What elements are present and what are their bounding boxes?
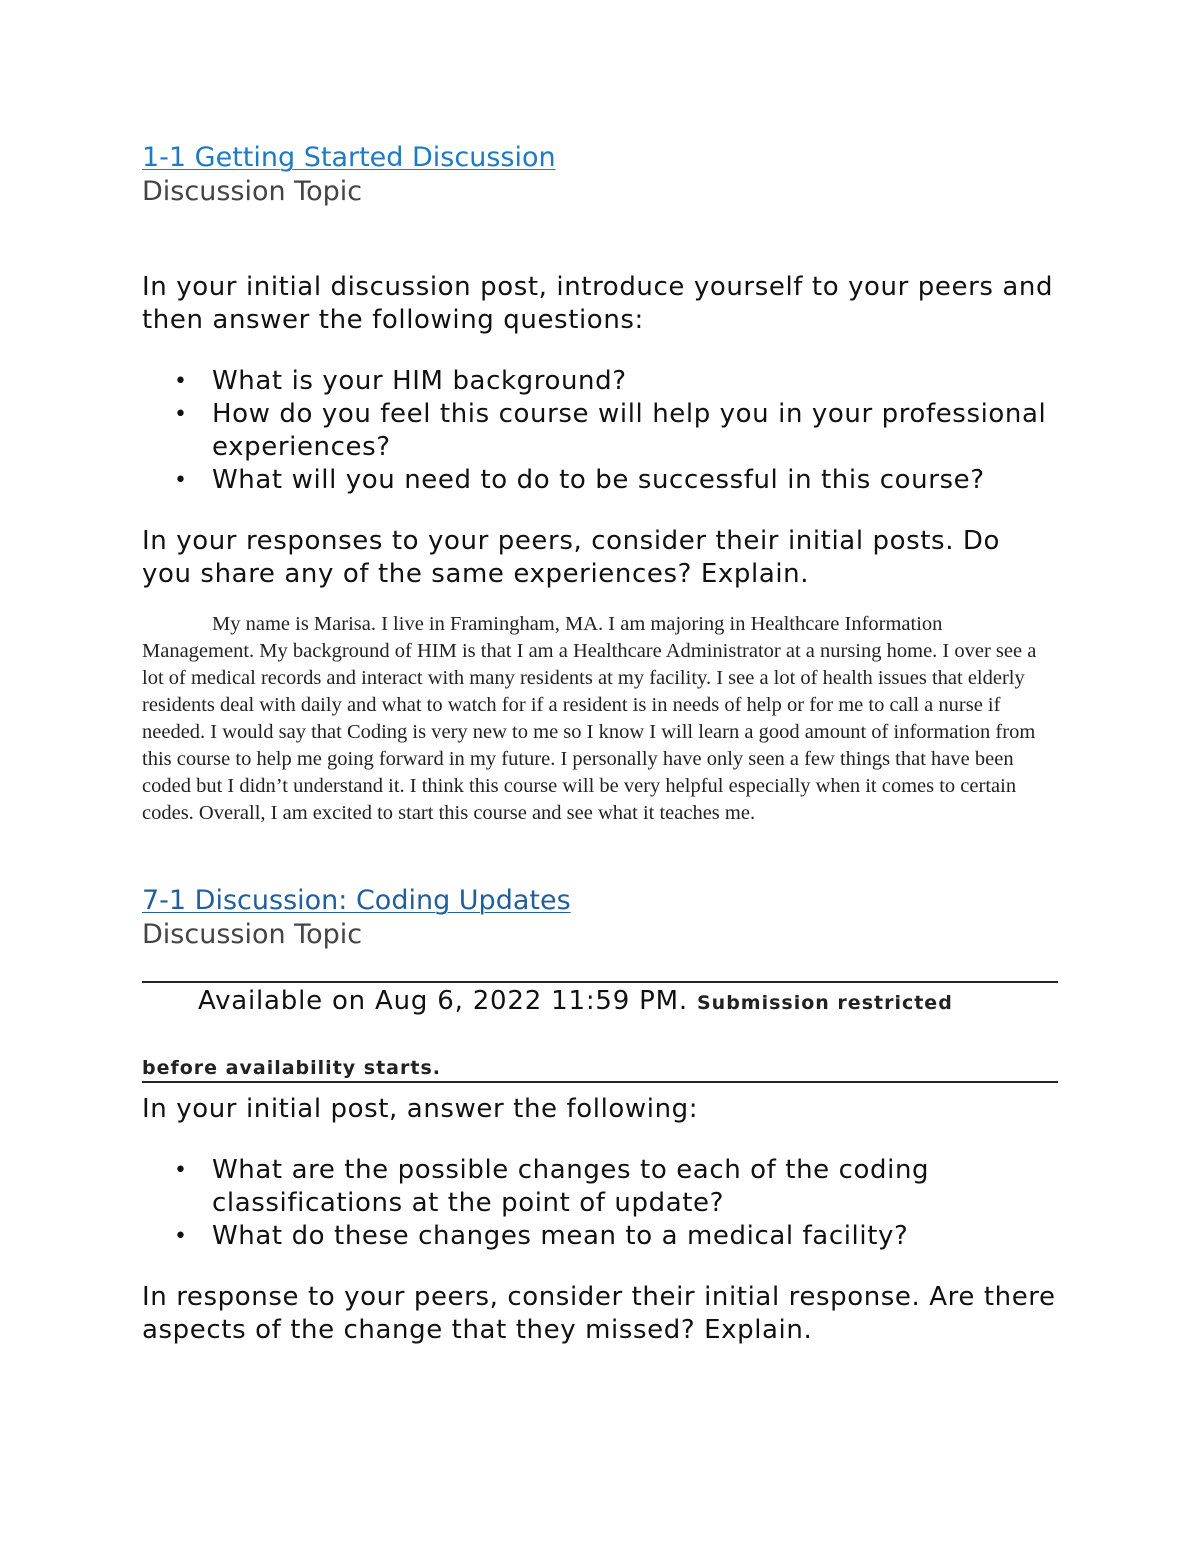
- bullet-icon: •: [174, 402, 188, 427]
- initial-post-instructions: In your initial post, answer the following:: [142, 1094, 699, 1124]
- bullet-icon: •: [174, 1224, 188, 1249]
- question-list-1-1: [142, 365, 1058, 497]
- question-text: What is your HIM background?: [212, 366, 627, 396]
- availability-notice: [142, 981, 1058, 1083]
- question-text: What will you need to do to be successful in this course?: [212, 465, 985, 495]
- submission-restricted-note-continued: before availability starts.: [142, 1057, 441, 1079]
- document-page: [142, 140, 1058, 1347]
- list-item: [142, 398, 1058, 464]
- question-text: How do you feel this course will help you in your professional experiences?: [212, 399, 1047, 462]
- list-item: [142, 464, 1058, 497]
- question-text: What are the possible changes to each of the coding classifications at the point of update?: [212, 1155, 930, 1218]
- discussion-title-link-7-1[interactable]: 7-1 Discussion: Coding Updates: [142, 885, 571, 916]
- peer-response-instructions: In response to your peers, consider their initial response. Are there aspects of the change that they missed? Explain.: [142, 1282, 1056, 1345]
- peer-response-instructions: In your responses to your peers, consider their initial posts. Do you share any of the same experiences? Explain.: [142, 526, 1001, 589]
- question-text: What do these changes mean to a medical facility?: [212, 1221, 909, 1251]
- bullet-icon: •: [174, 1158, 188, 1183]
- student-response-text: My name is Marisa. I live in Framingham, MA. I am majoring in Healthcare Information Management. My background of HIM is that I am a Healthcare Administrator at a nursing home. I over see a lot of medical records and interact with many residents at my facility. I see a lot of health issues that elderly residents deal with daily and what to watch for if a resident is in needs of help or for me to call a nurse if needed. I would say that Coding is very new to me so I know I will learn a good amount of information from this course to help me going forward in my future. I personally have only seen a few things that have been coded but I didn’t understand it. I think this course will be very helpful especially when it comes to certain codes. Overall, I am excited to start this course and see what it teaches me.: [142, 613, 1037, 824]
- discussion-topic-label: Discussion Topic: [142, 919, 363, 950]
- list-item: [142, 1220, 1058, 1253]
- bullet-icon: •: [174, 468, 188, 493]
- discussion-topic-label: Discussion Topic: [142, 176, 363, 207]
- list-item: [142, 365, 1058, 398]
- availability-date: Available on Aug 6, 2022 11:59 PM. Submission restricted: [198, 986, 953, 1016]
- bullet-icon: •: [174, 369, 188, 394]
- initial-post-instructions: In your initial discussion post, introduce yourself to your peers and then answer the following questions:: [142, 272, 1054, 335]
- list-item: [142, 1154, 1058, 1220]
- question-list-7-1: [142, 1154, 1058, 1253]
- submission-restricted-note: Submission restricted: [696, 992, 953, 1014]
- discussion-title-link-1-1[interactable]: 1-1 Getting Started Discussion: [142, 142, 556, 173]
